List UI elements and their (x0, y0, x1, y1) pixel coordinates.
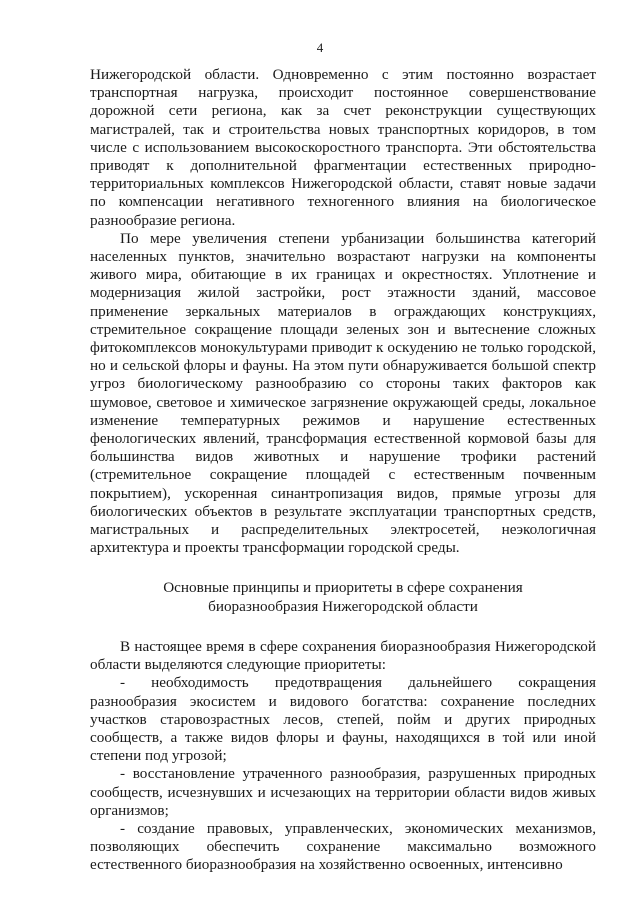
priority-list-item: - восстановление утраченного разнообразия, разрушенных природных сообществ, исчезнувших и исчезающих на территории области видов живых организмов; (90, 765, 596, 819)
page-number: 4 (316, 40, 324, 55)
paragraph-continued: Нижегородской области. Одновременно с этим постоянно возрастает транспортная нагрузка, происходит постоянное совершенствование дорожной сети региона, как за счет реконструкции существующих магистралей, так и строительства новых транспортных коридоров, в том числе с использованием высокоскоростного транспорта. Эти обстоятельства приводят к дополнительной фрагментации естественных природно-территориальных комплексов Нижегородской области, ставят новые задачи по компенсации негативного техногенного влияния на биологическое разнообразие региона. (90, 66, 596, 229)
section-heading-line-1: Основные принципы и приоритеты в сфере сохранения (163, 579, 523, 597)
document-body (90, 66, 596, 875)
paragraph-urbanization: По мере увеличения степени урбанизации большинства категорий населенных пунктов, значительно возрастают нагрузки на компоненты живого мира, обитающие в их границах и окрестностях. Уплотнение и модернизация жилой застройки, рост этажности зданий, массовое применение зеркальных материалов в ограждающих конструкциях, стремительное сокращение площади зеленых зон и вытеснение сложных фитокомплексов монокультурами приводит к оскудению не только городской, но и сельской флоры и фауны. На этом пути обнаруживается большой спектр угроз биологическому разнообразию со стороны таких факторов как шумовое, световое и химическое загрязнение окружающей среды, локальное изменение температурных режимов и нарушение естественных фенологических явлений, трансформация естественной кормовой базы для большинства видов животных и нарушение трофики растений (стремительное сокращение площадей с естественным почвенным покрытием), ускоренная синантропизация видов, прямые угрозы для биологических объектов в результате эксплуатации транспортных средств, магистральных и распределительных электросетей, неэкологичная архитектура и проекты трансформации городской среды. (90, 229, 596, 557)
section-intro-paragraph: В настоящее время в сфере сохранения биоразнообразия Нижегородской области выделяются следующие приоритеты: (90, 637, 596, 674)
section-heading (90, 579, 596, 615)
priority-list-item: - создание правовых, управленческих, экономических механизмов, позволяющих обеспечить сохранение максимально возможного естественного биоразнообразия на хозяйственно освоенных, интенсивно (90, 819, 596, 874)
section-heading-line-2: биоразнообразия Нижегородской области (208, 597, 478, 615)
priority-list-item: - необходимость предотвращения дальнейшего сокращения разнообразия экосистем и видового богатства: сохранение последних участков старовозрастных лесов, степей, пойм и других природных сообществ, а также видов флоры и фауны, находящихся в той или иной степени под угрозой; (90, 674, 596, 765)
